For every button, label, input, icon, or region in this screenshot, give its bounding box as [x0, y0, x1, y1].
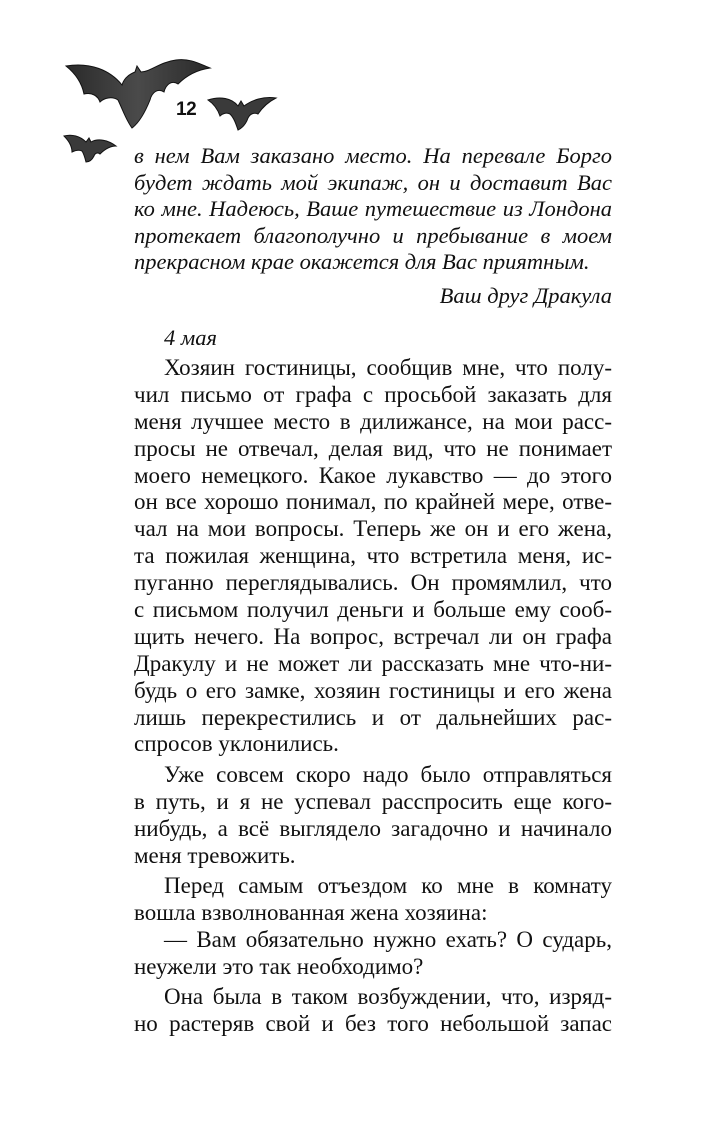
letter-line: будет ждать мой экипаж, он и доставит Вас	[134, 169, 612, 195]
text-line: спросов уклонились.	[134, 731, 339, 757]
letter-text	[134, 143, 612, 276]
text-line: чал на мои вопросы. Теперь же он и его жена,	[134, 516, 612, 542]
text-line: та пожилая женщина, что встретила меня, ис-	[134, 543, 612, 569]
text-line: Уже совсем скоро надо было отправляться	[164, 761, 612, 787]
text-line: неужели это так необходимо?	[134, 953, 424, 979]
text-line: щить нечего. На вопрос, встречал ли он графа	[134, 623, 612, 649]
text-line: лишь перекрестились и от дальнейших рас-	[134, 704, 612, 730]
diary-body	[134, 355, 612, 1038]
text-line: пуганно переглядывались. Он промямлил, что	[134, 570, 612, 596]
text-line: Перед самым отъездом ко мне в комнату	[164, 872, 612, 898]
text-line: — Вам обязательно нужно ехать? О сударь,	[164, 926, 612, 952]
text-line: с письмом получил деньги и больше ему сооб-	[134, 597, 612, 623]
letter-line: в нем Вам заказано место. На перевале Борго	[134, 143, 612, 168]
text-line: Хозяин гостиницы, сообщив мне, что полу-	[164, 355, 612, 380]
diary-date: 4 мая	[164, 325, 217, 350]
text-line: просы не отвечал, делая вид, что не понимает	[134, 435, 612, 461]
text-line: Дракулу и не может ли рассказать мне что-ни-	[134, 650, 612, 676]
text-line: вошла взволнованная жена хозяина:	[134, 899, 488, 925]
text-line: в путь, и я не успевал расспросить еще кого-	[134, 788, 612, 814]
bat-icon	[64, 135, 116, 162]
text-line: меня тревожить.	[134, 842, 296, 868]
page-number: 12	[176, 99, 197, 120]
text-line: моего немецкого. Какое лукавство — до этого	[134, 462, 612, 488]
text-line: Она была в таком возбуждении, что, изряд-	[164, 983, 612, 1009]
text-line: нибудь, а всё выглядело загадочно и начинало	[134, 815, 612, 841]
letter-line: ко мне. Надеюсь, Ваше путешествие из Лондона	[134, 196, 612, 221]
text-line: но растеряв свой и без того небольшой запас	[134, 1010, 612, 1036]
letter-line: протекает благополучно и пребывание в моем	[134, 222, 612, 248]
letter-signature: Ваш друг Дракула	[439, 283, 612, 308]
text-line: будь о его замке, хозяин гостиницы и его жена	[134, 677, 612, 703]
text-line: он все хорошо понимал, по крайней мере, отве-	[134, 489, 612, 515]
letter-line: прекрасном крае окажется для Вас приятным.	[134, 249, 590, 274]
bat-icon	[208, 97, 276, 130]
text-line: меня лучшее место в дилижансе, на мои расс-	[134, 408, 612, 434]
text-line: чил письмо от графа с просьбой заказать для	[134, 381, 612, 407]
